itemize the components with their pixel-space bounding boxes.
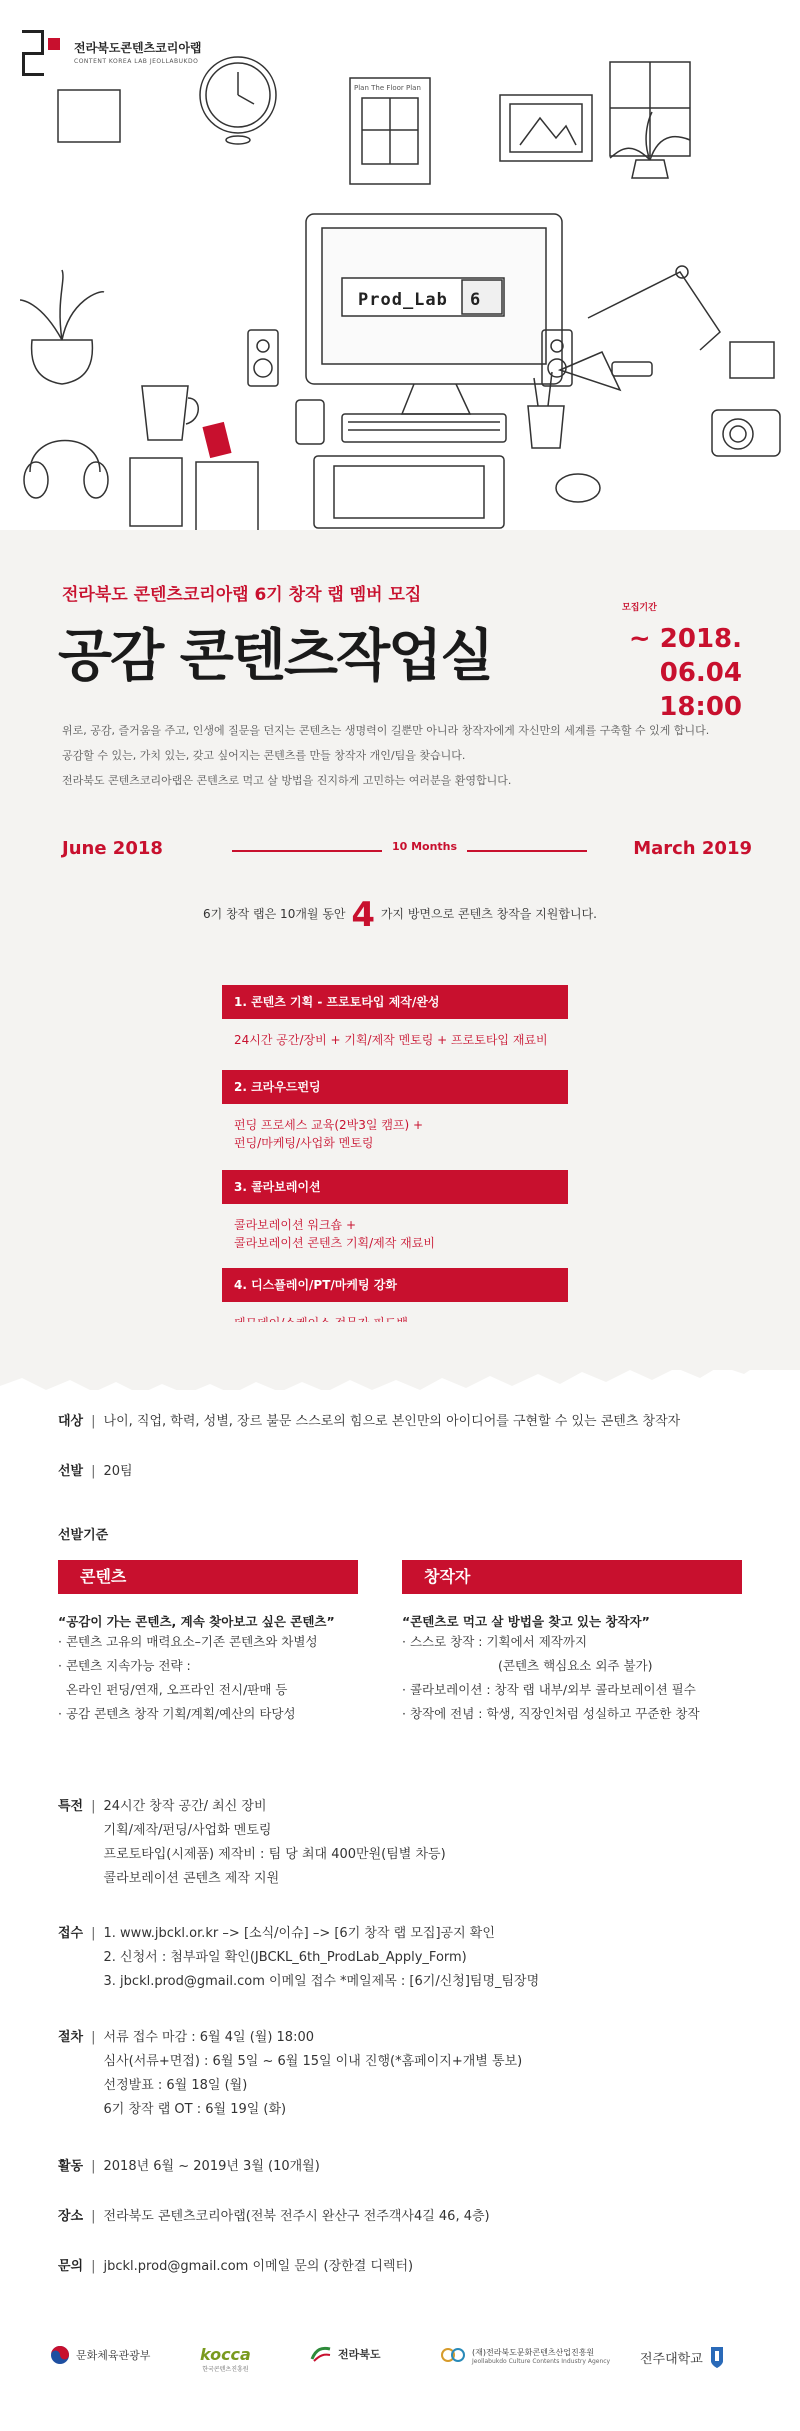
support-before: 6기 창작 랩은 10개월 동안: [203, 907, 346, 921]
info-activity: 활동 | 2018년 6월 ~ 2019년 3월 (10개월): [58, 2155, 320, 2179]
column-header: 창작자: [402, 1560, 742, 1594]
logo-name: 전라북도콘텐츠코리아랩: [74, 41, 202, 55]
sponsor-subtitle: Jeollabukdo Culture Contents Industry Agency: [472, 2358, 611, 2365]
info-value: 나이, 직업, 학력, 성별, 장르 불문 스스로의 힘으로 본인만의 아이디어를 구현할 수 있는 콘텐츠 창작자: [103, 1414, 681, 1429]
hero-illustration: [0, 0, 800, 540]
jju-emblem-icon: [709, 2345, 725, 2369]
intro-line: 전라북도 콘텐츠코리아랩은 콘텐츠로 먹고 살 방법을 진지하게 고민하는 여러분을 환영합니다.: [62, 774, 512, 787]
logo: [22, 22, 202, 82]
info-line: 24시간 창작 공간/ 최신 장비: [103, 1799, 267, 1814]
info-line: 콜라보레이션 콘텐츠 제작 지원: [103, 1871, 280, 1886]
info-value: 전라북도 콘텐츠코리아랩(전북 전주시 완산구 전주객사4길 46, 4층): [103, 2209, 490, 2224]
info-key: 특전: [58, 1799, 84, 1814]
sponsor-name: 문화체육관광부: [76, 2349, 151, 2362]
info-value: jbckl.prod@gmail.com 이메일 문의 (장한결 디렉터): [103, 2259, 414, 2274]
info-value: 2018년 6월 ~ 2019년 3월 (10개월): [103, 2159, 320, 2174]
period-date: [572, 622, 742, 724]
timeline-duration: 10 Months: [391, 840, 458, 853]
info-line: 심사(서류+면접) : 6월 5일 ~ 6월 15일 이내 진행(*홈페이지+개별 통보): [103, 2054, 523, 2069]
timeline-line: [232, 850, 382, 852]
column-item: · 공감 콘텐츠 창작 기획/계획/예산의 타당성: [58, 1706, 296, 1721]
sponsor-jju: [640, 2345, 725, 2369]
info-line: 선정발표 : 6월 18일 (월): [103, 2078, 248, 2093]
title-section: [0, 530, 800, 1370]
info-key: 절차: [58, 2030, 84, 2045]
monitor-number: 6: [470, 290, 481, 310]
info-section: [0, 1390, 800, 2431]
info-benefits: 특전 | 24시간 창작 공간/ 최신 장비 기획/제작/펀딩/사업화 멘토링 프로토타입(시제품) 제작비 : 팀 당 최대 400만원(팀별 차등) 콜라보레이션 콘텐츠 제작 지원: [58, 1795, 446, 1891]
taegeuk-icon: [50, 2345, 70, 2365]
sponsor-jeonbuk: [310, 2345, 381, 2363]
column-lead: “콘텐츠로 먹고 살 방법을 찾고 있는 창작자”: [402, 1614, 650, 1629]
column-item: · 창작에 전념 : 학생, 직장인처럼 성실하고 꾸준한 창작: [402, 1706, 700, 1721]
info-line: 기획/제작/펀딩/사업화 멘토링: [103, 1823, 272, 1838]
page-title: 공감 콘텐츠작업실: [58, 623, 493, 689]
info-key: 대상: [58, 1414, 84, 1429]
info-line: 서류 접수 마감 : 6월 4일 (월) 18:00: [103, 2030, 314, 2045]
info-line: 3. jbckl.prod@gmail.com 이메일 접수 *메일제목 : [6기/신청]팀명_팀장명: [103, 1974, 540, 1989]
info-target: 대상 | 나이, 직업, 학력, 성별, 장르 불문 스스로의 힘으로 본인만의 아이디어를 구현할 수 있는 콘텐츠 창작자: [58, 1410, 680, 1434]
info-apply: 접수 | 1. www.jbckl.or.kr –> [소식/이슈] –> [6기 창작 랩 모집]공지 확인 2. 신청서 : 첨부파일 확인(JBCKL_6th_ProdLab_Apply_Form) 3. jbckl.prod@gmail.com 이메일 접수 *메일제목 : [6기/신청]팀명_팀장명: [58, 1922, 539, 1994]
column-item: · 콘텐츠 지속가능 전략 :: [58, 1658, 191, 1673]
program-desc-line: 24시간 공간/장비 + 기획/제작 멘토링 + 프로토타입 재료비: [234, 1033, 548, 1047]
support-after: 가지 방면으로 콘텐츠 창작을 지원합니다.: [380, 907, 597, 921]
period-date-time: 18:00: [659, 692, 742, 722]
column-item: · 스스로 창작 : 기획에서 제작까지: [402, 1634, 588, 1649]
info-line: 프로토타입(시제품) 제작비 : 팀 당 최대 400만원(팀별 차등): [103, 1847, 446, 1862]
period-label: 모집기간: [622, 603, 657, 613]
intro-text: [62, 718, 752, 793]
info-contact: 문의 | jbckl.prod@gmail.com 이메일 문의 (장한결 디렉터): [58, 2255, 413, 2279]
sponsor-footer: [0, 2325, 800, 2405]
info-value: [104, 2026, 523, 2122]
program-desc-line: 펀딩 프로세스 교육(2박3일 캠프) +: [234, 1118, 424, 1132]
timeline-end: March 2019: [633, 838, 752, 859]
program-2: [222, 1070, 568, 1152]
sponsor-logo-text: kocca: [200, 2345, 251, 2364]
program-title: 4. 디스플레이/PT/마케팅 강화: [222, 1268, 568, 1302]
logo-subtitle: CONTENT KOREA LAB JEOLLABUKDO: [74, 58, 199, 65]
info-value: [104, 1795, 446, 1891]
program-1: [222, 985, 568, 1049]
program-title: 3. 콜라보레이션: [222, 1170, 568, 1204]
info-place: 장소 | 전라북도 콘텐츠코리아랩(전북 전주시 완산구 전주객사4길 46, 4층): [58, 2205, 490, 2229]
info-line: 2. 신청서 : 첨부파일 확인(JBCKL_6th_ProdLab_Apply_Form): [103, 1950, 467, 1965]
program-3: [222, 1170, 568, 1252]
program-desc: [222, 1116, 568, 1152]
recruit-subtitle: 전라북도 콘텐츠코리아랩 6기 창작 랩 멤버 모집: [62, 585, 422, 605]
support-statement: [0, 895, 800, 935]
program-desc: [222, 1216, 568, 1252]
info-key: 문의: [58, 2259, 84, 2274]
info-selection: 선발 | 20팀: [58, 1460, 133, 1484]
info-line: 6기 창작 랩 OT : 6월 19일 (화): [103, 2102, 287, 2117]
sponsor-name: 전주대학교: [640, 2351, 703, 2367]
intro-line: 위로, 공감, 즐거움을 주고, 인생에 질문을 던지는 콘텐츠는 생명력이 길뿐만 아니라 창작자에게 자신만의 세계를 구축할 수 있게 합니다.: [62, 724, 710, 737]
program-desc-line: 콜라보레이션 콘텐츠 기획/제작 재료비: [234, 1236, 435, 1250]
criteria-label: 선발기준: [58, 1528, 109, 1543]
timeline: [62, 830, 752, 870]
info-key: 장소: [58, 2209, 84, 2224]
column-lead: “공감이 가는 콘텐츠, 계속 찾아보고 싶은 콘텐츠”: [58, 1614, 335, 1629]
jeonbuk-logo-icon: [310, 2345, 332, 2363]
column-item: (콘텐츠 핵심요소 외주 불가): [498, 1658, 653, 1673]
sponsor-name: 전라북도: [338, 2348, 381, 2361]
monitor-label: Prod_Lab: [358, 290, 448, 310]
sponsor-subtitle: 한국콘텐츠진흥원: [202, 2366, 249, 2373]
program-desc-line: 콜라보레이션 워크숍 +: [234, 1218, 357, 1232]
period-date-day: ~ 2018. 06.04: [628, 624, 742, 688]
column-item: · 콜라보레이션 : 창작 랩 내부/외부 콜라보레이션 필수: [402, 1682, 696, 1697]
program-title: 2. 크라우드펀딩: [222, 1070, 568, 1104]
info-value: [104, 1922, 540, 1994]
jica-logo-icon: [440, 2345, 466, 2365]
intro-line: 공감할 수 있는, 가치 있는, 갖고 싶어지는 콘텐츠를 만들 창작자 개인/팀을 찾습니다.: [62, 749, 466, 762]
sponsor-mcst: [50, 2345, 150, 2365]
criteria-creator-column: [402, 1560, 742, 1726]
criteria-content-column: [58, 1560, 358, 1726]
info-line: 1. www.jbckl.or.kr –> [소식/이슈] –> [6기 창작 랩 모집]공지 확인: [103, 1926, 495, 1941]
program-desc: [222, 1031, 568, 1049]
program-title: 1. 콘텐츠 기획 - 프로토타입 제작/완성: [222, 985, 568, 1019]
logo-mark-icon: [22, 22, 64, 82]
timeline-start: June 2018: [62, 838, 163, 859]
drawing-board-label: Plan The Floor Plan: [354, 84, 421, 92]
info-key: 활동: [58, 2159, 84, 2174]
sponsor-kocca: [200, 2345, 251, 2373]
column-item: · 콘텐츠 고유의 매력요소–기존 콘텐츠와 차별성: [58, 1634, 318, 1649]
info-key: 선발: [58, 1464, 84, 1479]
info-key: 접수: [58, 1926, 84, 1941]
column-item: 온라인 펀딩/연재, 오프라인 전시/판매 등: [66, 1682, 288, 1697]
info-process: 절차 | 서류 접수 마감 : 6월 4일 (월) 18:00 심사(서류+면접) : 6월 5일 ~ 6월 15일 이내 진행(*홈페이지+개별 통보) 선정발표 : 6월 18일 (월) 6기 창작 랩 OT : 6월 19일 (화): [58, 2026, 522, 2122]
support-number: 4: [351, 895, 376, 935]
timeline-line: [467, 850, 587, 852]
program-desc-line: 펀딩/마케팅/사업화 멘토링: [234, 1136, 374, 1150]
info-value: 20팀: [103, 1464, 133, 1479]
sponsor-jica: [440, 2345, 610, 2365]
column-header: 콘텐츠: [58, 1560, 358, 1594]
sponsor-name: (재)전라북도문화콘텐츠산업진흥원: [472, 2348, 595, 2357]
